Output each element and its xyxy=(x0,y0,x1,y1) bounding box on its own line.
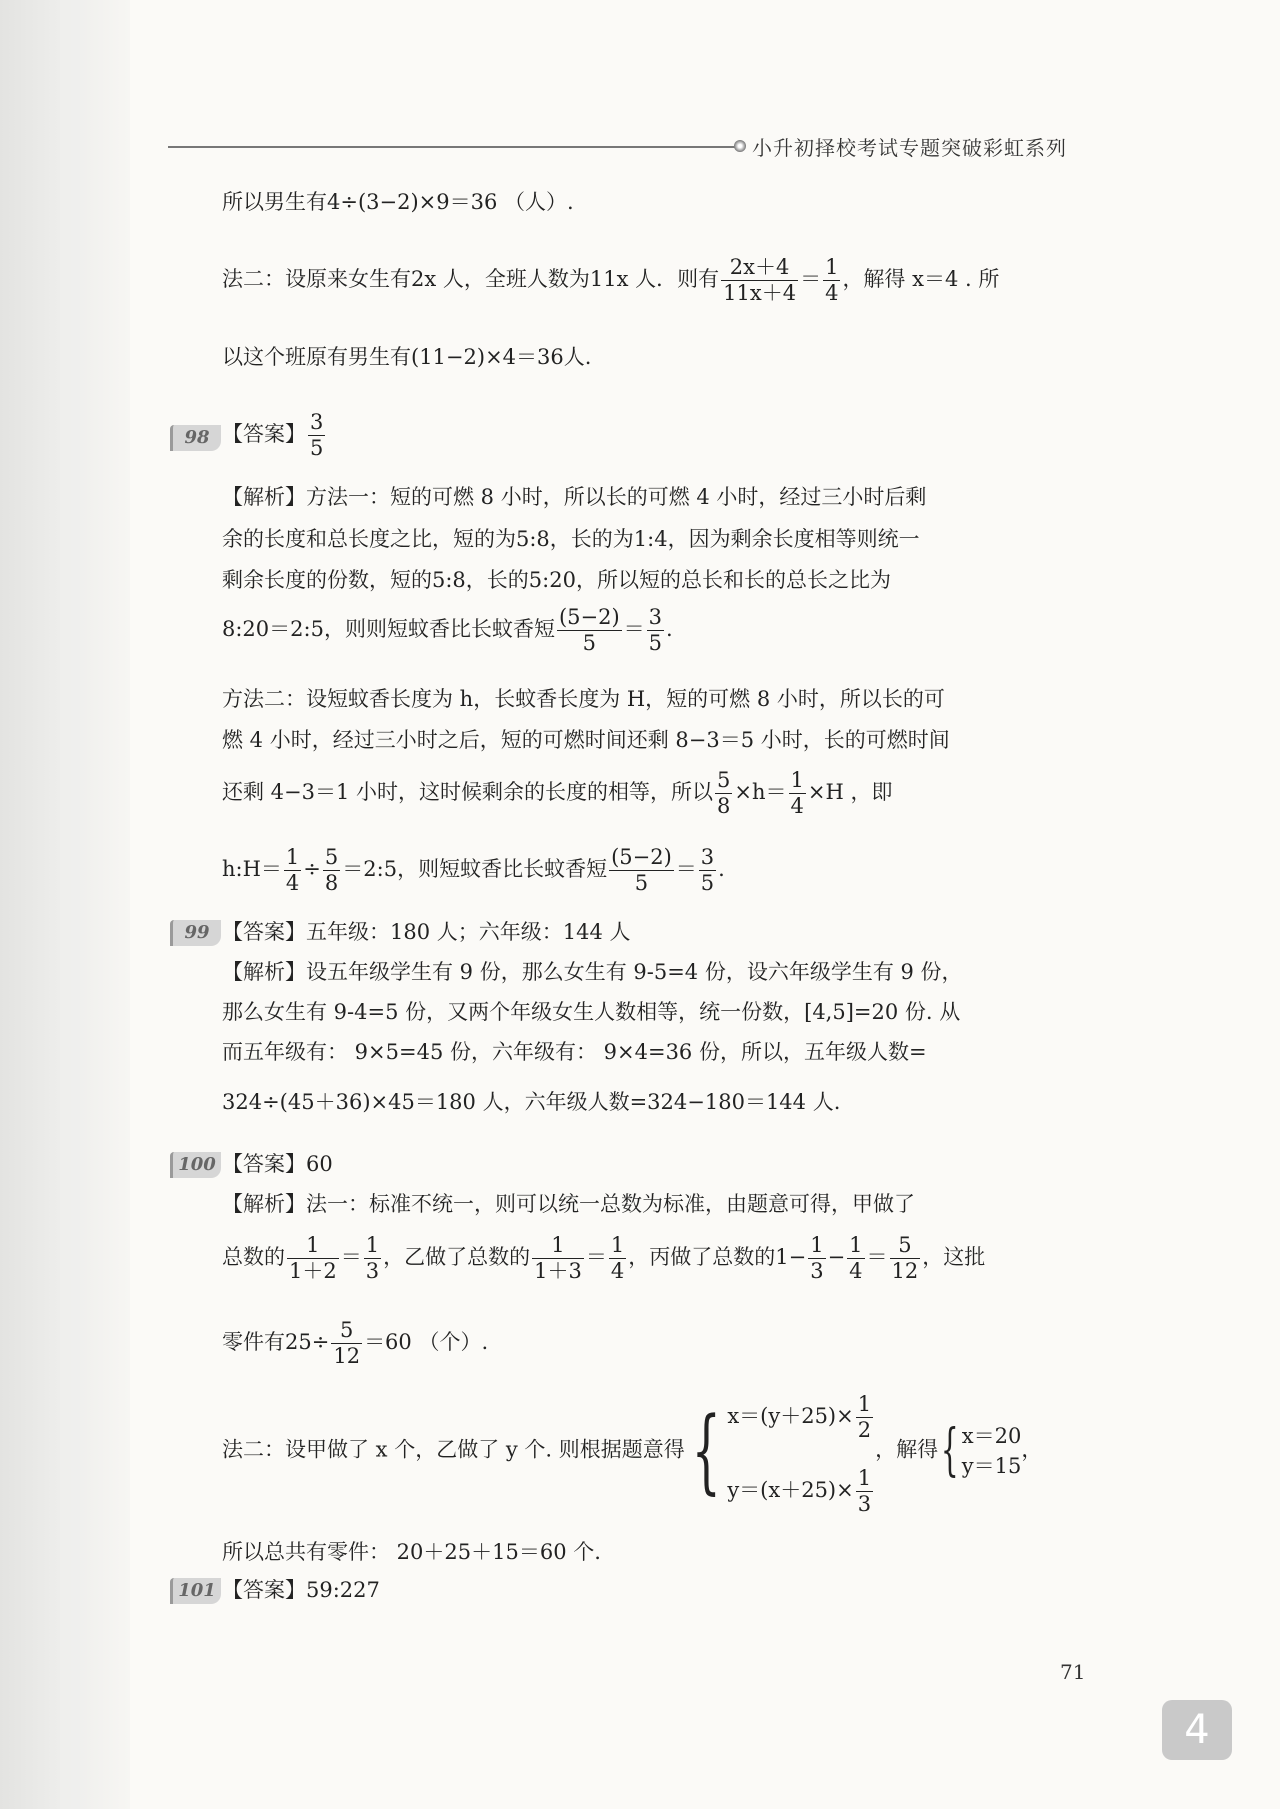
question-number-101: 101 xyxy=(170,1578,221,1604)
denominator: 8 xyxy=(717,794,731,819)
numerator: 5 xyxy=(323,845,340,871)
numerator: 5 xyxy=(331,1318,362,1344)
denominator: 12 xyxy=(333,1344,361,1369)
header-bullet-icon xyxy=(734,140,746,152)
numerator: 1 xyxy=(284,845,301,871)
q98-line-3: 剩余长度的份数，短的5:8，长的5:20，所以短的总长和长的总长之比为 xyxy=(222,568,891,592)
denominator: 4 xyxy=(790,794,804,819)
denominator: 4 xyxy=(849,1259,863,1284)
question-number-98: 98 xyxy=(170,425,221,451)
header-rule xyxy=(168,146,738,148)
text: ，解得 xyxy=(875,1437,939,1462)
q99-answer: 【答案】五年级：180 人；六年级：144 人 xyxy=(222,920,631,944)
numerator: 1 xyxy=(856,1392,873,1418)
text: ，这批 xyxy=(922,1245,986,1270)
page-number: 71 xyxy=(1060,1660,1086,1684)
equation-system xyxy=(727,1392,875,1517)
denominator: 5 xyxy=(310,436,324,461)
numerator: (5−2) xyxy=(609,845,674,871)
fraction xyxy=(890,1233,921,1284)
minus: − xyxy=(827,1245,846,1270)
fraction xyxy=(557,605,622,656)
equals: ＝ xyxy=(866,1245,888,1270)
denominator: 1＋2 xyxy=(289,1259,337,1284)
question-number-99: 99 xyxy=(170,920,221,946)
text: 总数的 xyxy=(222,1245,285,1270)
q98-line-4 xyxy=(222,605,673,656)
denominator: 1＋3 xyxy=(534,1259,582,1284)
denominator: 4 xyxy=(825,281,839,306)
q98-line-2: 余的长度和总长度之比，短的为5:8，长的为1:4，因为剩余长度相等则统一 xyxy=(222,527,920,551)
q100-line-4 xyxy=(222,1392,1043,1517)
q98-line-6: 燃 4 小时，经过三小时之后，短的可燃时间还剩 8−3＝5 小时，长的可燃时间 xyxy=(222,728,950,752)
fraction xyxy=(847,1233,864,1284)
left-brace-icon: { xyxy=(691,1397,721,1504)
q98-line-5: 方法二：设短蚊香长度为 h，长蚊香长度为 H，短的可燃 8 小时，所以长的可 xyxy=(222,687,945,711)
denominator: 11x＋4 xyxy=(723,281,797,306)
equation-1 xyxy=(727,1392,875,1443)
text: ÷ xyxy=(303,857,321,882)
page-badge[interactable]: 4 xyxy=(1162,1700,1232,1760)
text: 零件有25÷ xyxy=(222,1330,330,1355)
header-title: 小升初择校考试专题突破彩虹系列 xyxy=(752,136,1067,160)
denominator: 4 xyxy=(285,871,300,896)
fraction xyxy=(647,605,664,656)
equals: ＝ xyxy=(675,857,697,882)
text: ×h＝ xyxy=(734,780,787,805)
numerator: 1 xyxy=(287,1233,339,1259)
numerator: 5 xyxy=(890,1233,921,1259)
q98-line-7 xyxy=(222,768,893,819)
denominator: 4 xyxy=(610,1259,625,1284)
q99-line-1: 【解析】设五年级学生有 9 份，那么女生有 9-5=4 份，设六年级学生有 9 份， xyxy=(222,960,963,984)
q98-answer xyxy=(222,410,327,461)
fraction xyxy=(715,768,732,819)
fraction xyxy=(789,768,806,819)
fraction xyxy=(699,845,716,896)
answer-label: 【答案】 xyxy=(222,422,306,447)
numerator: 3 xyxy=(308,410,325,436)
equals: ＝ xyxy=(340,1245,362,1270)
numerator: 1 xyxy=(364,1233,381,1259)
question-number-100: 100 xyxy=(170,1152,221,1178)
numerator: 1 xyxy=(609,1233,626,1259)
numerator: 5 xyxy=(715,768,732,794)
text: h:H＝ xyxy=(222,857,282,882)
numerator: 1 xyxy=(808,1233,825,1259)
numerator: (5−2) xyxy=(557,605,622,631)
fraction xyxy=(364,1233,381,1284)
text: 还剩 4−3＝1 小时，这时候剩余的长度的相等，所以 xyxy=(222,780,714,805)
denominator: 5 xyxy=(700,871,715,896)
fraction xyxy=(856,1392,873,1443)
fraction xyxy=(284,845,301,896)
q98-line-8 xyxy=(222,845,725,896)
page-gutter-band xyxy=(60,0,80,1809)
fraction xyxy=(323,845,340,896)
q99-line-2: 那么女生有 9-4=5 份，又两个年级女生人数相等，统一份数，[4,5]=20 份. 从 xyxy=(222,1000,961,1024)
text: 8:20＝2:5，则则短蚊香比长蚊香短 xyxy=(222,617,555,642)
text: ， xyxy=(1021,1437,1043,1462)
numerator: 1 xyxy=(789,768,806,794)
q101-answer: 【答案】59:227 xyxy=(222,1578,380,1602)
text: ＝60 （个）. xyxy=(364,1330,489,1355)
fraction xyxy=(609,845,674,896)
numerator: 1 xyxy=(856,1466,873,1492)
fraction xyxy=(856,1466,873,1517)
fraction xyxy=(308,410,325,461)
denominator: 12 xyxy=(891,1259,919,1284)
fraction xyxy=(609,1233,626,1284)
fraction xyxy=(287,1233,339,1284)
numerator: 3 xyxy=(699,845,716,871)
denominator: 5 xyxy=(582,631,596,656)
solution-2: y＝15 xyxy=(961,1454,1022,1478)
numerator: 2x＋4 xyxy=(721,255,798,281)
text: ，乙做了总数的 xyxy=(383,1245,531,1270)
denominator: 5 xyxy=(634,871,649,896)
text: ＝2:5，则短蚊香比长蚊香短 xyxy=(342,857,608,882)
fraction xyxy=(823,255,840,306)
denominator: 2 xyxy=(857,1418,872,1443)
numerator: 1 xyxy=(532,1233,584,1259)
denominator: 8 xyxy=(324,871,339,896)
intro-line-2 xyxy=(222,255,999,306)
q99-line-4: 324÷(45＋36)×45＝180 人，六年级人数=324−180＝144 人. xyxy=(222,1090,841,1114)
denominator: 3 xyxy=(857,1492,872,1517)
q98-line-1: 【解析】方法一：短的可燃 8 小时，所以长的可燃 4 小时，经过三小时后剩 xyxy=(222,485,927,509)
text: x＝(y＋25)× xyxy=(727,1404,854,1429)
q100-line-3 xyxy=(222,1318,488,1369)
numerator: 1 xyxy=(847,1233,864,1259)
system-spacer xyxy=(727,1436,875,1466)
q100-answer: 【答案】60 xyxy=(222,1152,333,1176)
q100-line-1: 【解析】法一：标准不统一，则可以统一总数为标准，由题意可得，甲做了 xyxy=(222,1192,915,1216)
solution-1: x＝20 xyxy=(961,1424,1022,1448)
text: y＝(x＋25)× xyxy=(727,1478,854,1503)
intro-line-1: 所以男生有4÷(3−2)×9＝36 （人）. xyxy=(222,190,574,214)
period: . xyxy=(666,617,673,642)
solution-system xyxy=(962,1421,1022,1481)
numerator: 3 xyxy=(647,605,664,631)
intro-text: 法二：设原来女生有2x 人，全班人数为11x 人．则有 xyxy=(222,267,720,292)
fraction xyxy=(331,1318,362,1369)
q100-line-5: 所以总共有零件： 20＋25＋15＝60 个. xyxy=(222,1540,601,1564)
denominator: 3 xyxy=(810,1259,824,1284)
left-brace-icon: { xyxy=(941,1418,959,1483)
equals: ＝ xyxy=(800,267,822,292)
q99-line-3: 而五年级有： 9×5=45 份，六年级有： 9×4=36 份，所以，五年级人数= xyxy=(222,1040,927,1064)
fraction xyxy=(532,1233,584,1284)
q100-line-2 xyxy=(222,1233,985,1284)
fraction xyxy=(721,255,798,306)
fraction xyxy=(808,1233,825,1284)
equals: ＝ xyxy=(585,1245,607,1270)
denominator: 3 xyxy=(365,1259,380,1284)
intro-line-3: 以这个班原有男生有(11−2)×4＝36人. xyxy=(222,345,592,369)
text: ，丙做了总数的1− xyxy=(628,1245,807,1270)
period: . xyxy=(718,857,725,882)
equation-2 xyxy=(727,1466,875,1517)
equals: ＝ xyxy=(623,617,645,642)
denominator: 5 xyxy=(648,631,663,656)
numerator: 1 xyxy=(823,255,840,281)
text: 法二：设甲做了 x 个，乙做了 y 个. 则根据题意得 xyxy=(222,1437,685,1462)
text: ×H ，即 xyxy=(807,780,893,805)
intro-text: ，解得 x＝4 . 所 xyxy=(842,267,1000,292)
